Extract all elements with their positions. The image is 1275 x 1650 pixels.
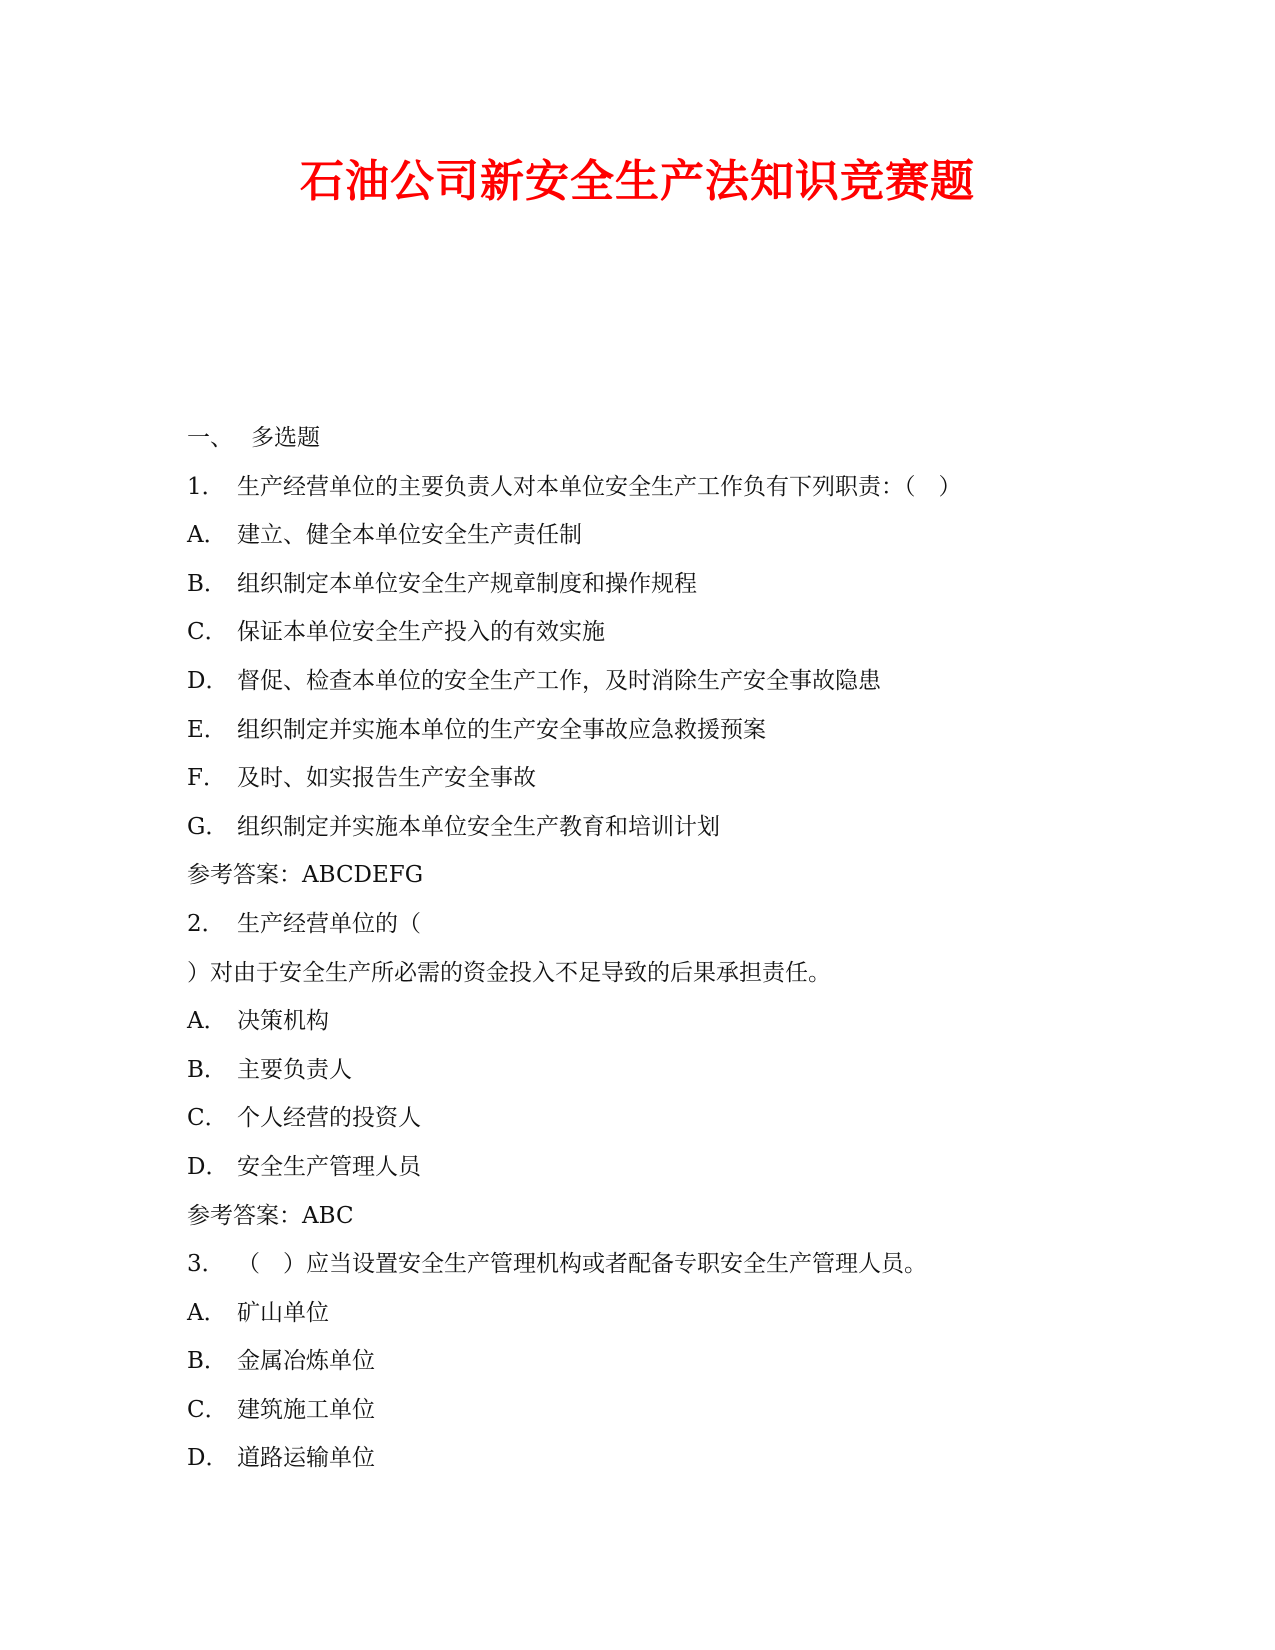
- document-body: [187, 414, 1147, 1483]
- option-text: 安全生产管理人员: [237, 1153, 421, 1180]
- option-letter: A．: [187, 1299, 227, 1326]
- document-title: 石油公司新安全生产法知识竞赛题: [300, 156, 975, 207]
- option-letter: C．: [187, 1105, 228, 1132]
- option-letter: G．: [187, 813, 229, 840]
- option-text: 个人经营的投资人: [237, 1105, 421, 1132]
- option-letter: B．: [187, 570, 227, 597]
- option-2c: [187, 1094, 1147, 1143]
- option-letter: C．: [187, 619, 228, 646]
- option-letter: A．: [187, 1008, 227, 1035]
- question-2-continued: ）对由于安全生产所必需的资金投入不足导致的后果承担责任。: [187, 959, 831, 986]
- question-1: [187, 463, 1147, 512]
- option-letter: B．: [187, 1056, 227, 1083]
- option-2a: [187, 997, 1147, 1046]
- question-number: 1．: [187, 473, 225, 500]
- option-text: 组织制定本单位安全生产规章制度和操作规程: [237, 570, 697, 597]
- option-letter: D．: [187, 1153, 229, 1180]
- option-1g: [187, 803, 1147, 852]
- option-letter: D．: [187, 667, 229, 694]
- option-text: 道路运输单位: [237, 1445, 375, 1472]
- answer-1: [187, 851, 1147, 900]
- question-number: 2．: [187, 910, 225, 937]
- option-letter: F．: [187, 765, 226, 792]
- option-letter: E．: [187, 716, 227, 743]
- question-2: [187, 900, 1147, 949]
- option-2d: [187, 1143, 1147, 1192]
- question-text: （ ）应当设置安全生产管理机构或者配备专职安全生产管理人员。: [237, 1251, 927, 1278]
- option-3b: [187, 1337, 1147, 1386]
- option-2b: [187, 1046, 1147, 1095]
- option-text: 建立、健全本单位安全生产责任制: [237, 522, 582, 549]
- option-letter: C．: [187, 1396, 228, 1423]
- option-3d: [187, 1434, 1147, 1483]
- answer-label: 参考答案：: [187, 862, 302, 889]
- option-1e: [187, 706, 1147, 755]
- question-3: [187, 1240, 1147, 1289]
- option-3c: [187, 1386, 1147, 1435]
- option-text: 金属冶炼单位: [237, 1348, 375, 1375]
- answer-label: 参考答案：: [187, 1202, 302, 1229]
- question-text: 生产经营单位的主要负责人对本单位安全生产工作负有下列职责：（ ）: [237, 473, 962, 500]
- question-text: 生产经营单位的（: [237, 910, 421, 937]
- option-1c: [187, 608, 1147, 657]
- option-letter: A．: [187, 522, 227, 549]
- option-text: 决策机构: [237, 1008, 329, 1035]
- question-number: 3．: [187, 1251, 225, 1278]
- answer-2: [187, 1192, 1147, 1241]
- option-letter: D．: [187, 1445, 229, 1472]
- option-text: 主要负责人: [237, 1056, 352, 1083]
- option-text: 保证本单位安全生产投入的有效实施: [237, 619, 605, 646]
- option-text: 矿山单位: [237, 1299, 329, 1326]
- option-letter: B．: [187, 1348, 227, 1375]
- section-heading: [187, 414, 1147, 463]
- option-1a: [187, 511, 1147, 560]
- answer-value: ABC: [302, 1202, 354, 1229]
- option-text: 组织制定并实施本单位安全生产教育和培训计划: [237, 813, 720, 840]
- option-text: 督促、检查本单位的安全生产工作，及时消除生产安全事故隐患: [237, 667, 881, 694]
- option-text: 及时、如实报告生产安全事故: [237, 765, 536, 792]
- option-3a: [187, 1289, 1147, 1338]
- section-label: 多选题: [251, 425, 320, 451]
- section-number: 一、: [187, 425, 233, 451]
- option-1b: [187, 560, 1147, 609]
- answer-value: ABCDEFG: [302, 862, 424, 889]
- option-1d: [187, 657, 1147, 706]
- option-text: 建筑施工单位: [237, 1396, 375, 1423]
- option-1f: [187, 754, 1147, 803]
- option-text: 组织制定并实施本单位的生产安全事故应急救援预案: [237, 716, 766, 743]
